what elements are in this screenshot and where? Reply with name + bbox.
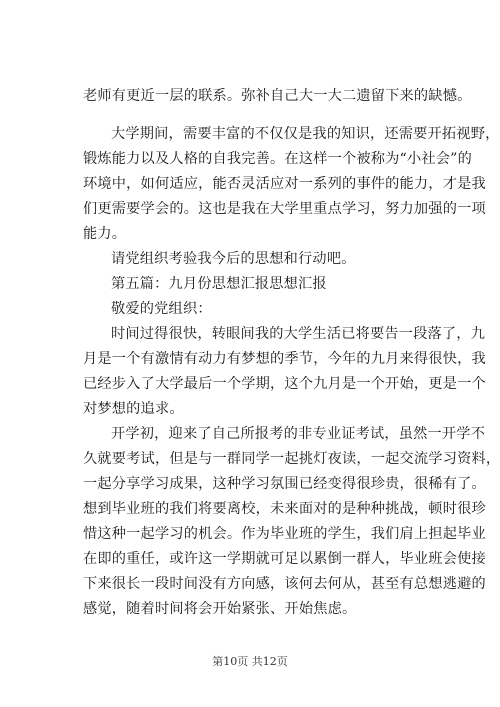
page-number: 第10页 共12页 xyxy=(212,655,288,668)
body-line: 请党组织考验我今后的思想和行动吧。 xyxy=(111,251,356,267)
body-line: 老师有更近一层的联系。弥补自己大一大二遗留下来的缺憾。 xyxy=(83,88,472,104)
body-line: 对梦想的追求。 xyxy=(83,401,184,417)
body-line: 想到毕业班的我们将要离校，未来面对的是种种挑战，顿时很珍 xyxy=(83,501,486,517)
body-line: 时间过得很快，转眼间我的大学生活已将要告一段落了，九 xyxy=(111,326,486,342)
body-line: 一起分享学习成果，这种学习氛围已经变得很珍贵，很稀有了。 xyxy=(83,476,486,492)
body-line: 能力。 xyxy=(83,226,127,242)
salutation: 敬爱的党组织： xyxy=(111,301,212,317)
body-line: 月是一个有激情有动力有梦想的季节，今年的九月来得很快，我 xyxy=(83,351,486,367)
body-line: 久就要考试，但是与一群同学一起挑灯夜读，一起交流学习资料， xyxy=(83,451,500,467)
body-line: 下来很长一段时间没有方向感，该何去何从，甚至有总想逃避的 xyxy=(83,576,486,592)
body-line: 大学期间，需要丰富的不仅仅是我的知识，还需要开拓视野， xyxy=(111,126,500,142)
section-heading: 第五篇：九月份思想汇报思想汇报 xyxy=(111,276,327,292)
body-line: 环境中，如何适应，能否灵活应对一系列的事件的能力，才是我 xyxy=(83,176,486,192)
body-line: 感觉，随着时间将会开始紧张、开始焦虑。 xyxy=(83,601,357,617)
body-line: 惜这种一起学习的机会。作为毕业班的学生，我们肩上担起毕业 xyxy=(83,526,486,542)
body-line: 开学初，迎来了自己所报考的非专业证考试，虽然一开学不 xyxy=(111,426,486,442)
body-line: 们更需要学会的。这也是我在大学里重点学习，努力加强的一项 xyxy=(83,201,486,217)
body-line: 在即的重任，或许这一学期就可足以累倒一群人，毕业班会使接 xyxy=(83,551,486,567)
body-line: 锻炼能力以及人格的自我完善。在这样一个被称为“小社会”的 xyxy=(83,151,472,167)
body-line: 已经步入了大学最后一个学期，这个九月是一个开始，更是一个 xyxy=(83,376,486,392)
